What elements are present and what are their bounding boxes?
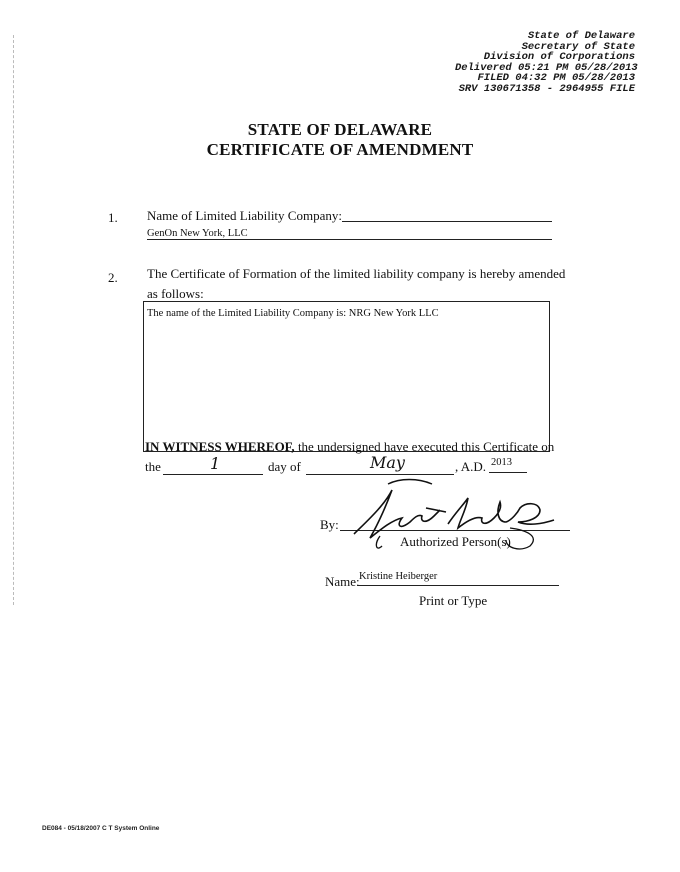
form-footer: DE084 - 05/18/2007 C T System Online: [42, 825, 160, 832]
amendment-intro: The Certificate of Formation of the limited liability company is hereby amended: [147, 266, 566, 281]
amendment-box: [143, 301, 550, 452]
month-value: May: [370, 453, 405, 472]
witness-lead: IN WITNESS WHEREOF,: [145, 439, 295, 454]
witness-rest: the undersigned have executed this Certificate on: [294, 439, 555, 454]
name-rule: [357, 585, 559, 586]
print-or-type-label: Print or Type: [419, 593, 488, 608]
witness-statement: [145, 439, 554, 455]
day-rule: [163, 474, 263, 475]
day-value: 1: [210, 454, 221, 473]
company-value-rule: [147, 239, 552, 240]
ad-label: , A.D.: [455, 459, 487, 474]
amendment-text: The name of the Limited Liability Company is: NRG New York LLC: [147, 308, 439, 319]
day-of-label: day of: [268, 459, 301, 474]
company-name-rule: [342, 221, 552, 222]
name-label: Name:: [325, 574, 360, 589]
item-number: 2.: [108, 270, 118, 285]
company-name-label: Name of Limited Liability Company:: [147, 208, 342, 223]
document-subtitle: CERTIFICATE OF AMENDMENT: [206, 140, 474, 159]
year-value: 2013: [491, 457, 512, 468]
stamp-line: FILED 04:32 PM 05/28/2013: [477, 72, 635, 85]
filing-stamp: [455, 30, 638, 95]
stamp-line: Delivered 05:21 PM 05/28/2013: [455, 61, 638, 74]
stamp-line: Division of Corporations: [483, 51, 635, 64]
stamp-line: SRV 130671358 - 2964955 FILE: [458, 82, 635, 95]
authorized-label: Authorized Person(s): [400, 534, 511, 549]
amendment-intro-cont: as follows:: [147, 286, 204, 301]
item-number: 1.: [108, 210, 118, 225]
document-title: STATE OF DELAWARE: [247, 120, 433, 139]
the-label: the: [145, 459, 161, 474]
stamp-line: State of Delaware: [527, 30, 635, 42]
stamp-line: Secretary of State: [521, 40, 635, 53]
name-value: Kristine Heiberger: [359, 571, 438, 582]
by-label: By:: [320, 517, 339, 532]
company-name-value: GenOn New York, LLC: [147, 228, 248, 239]
